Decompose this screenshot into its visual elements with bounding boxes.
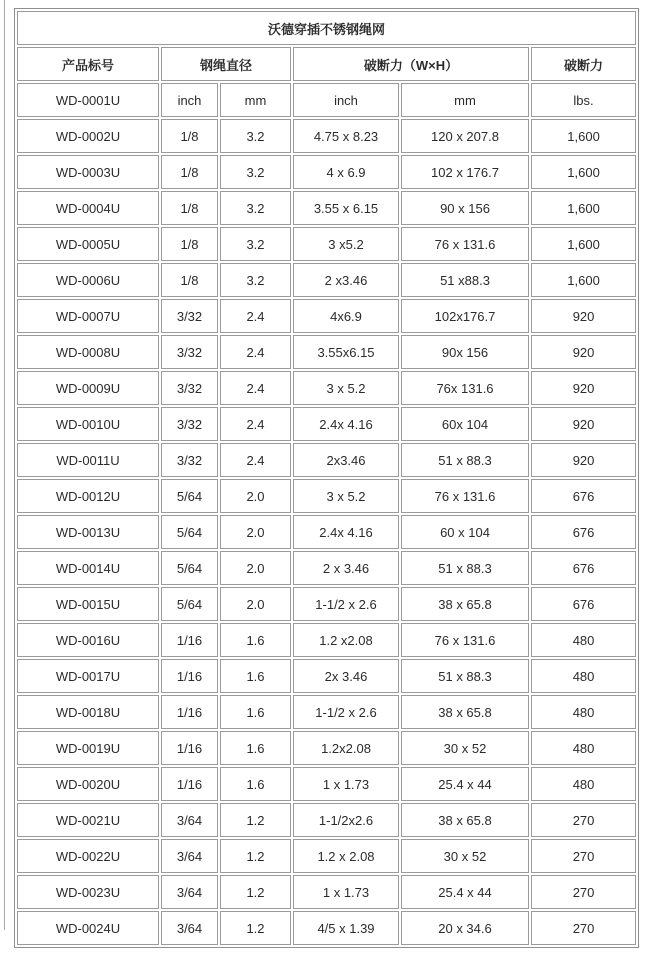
diameter-mm-cell: 1.2	[220, 911, 291, 945]
product-id-cell: WD-0011U	[17, 443, 159, 477]
size-mm-cell: 51 x 88.3	[401, 443, 529, 477]
table-row	[17, 119, 636, 153]
diameter-mm-cell: 2.4	[220, 371, 291, 405]
diameter-inch-cell: 3/64	[161, 803, 218, 837]
table-row	[17, 659, 636, 693]
table-row	[17, 803, 636, 837]
product-table	[14, 8, 639, 948]
table-row	[17, 767, 636, 801]
breaking-force-cell: 1,600	[531, 263, 636, 297]
diameter-mm-cell: 1.2	[220, 839, 291, 873]
diameter-inch-cell: 1/8	[161, 191, 218, 225]
size-inch-cell: 3.55 x 6.15	[293, 191, 399, 225]
table-row	[17, 371, 636, 405]
diameter-inch-cell: 1/16	[161, 695, 218, 729]
diameter-inch-cell: 1/8	[161, 119, 218, 153]
product-id-cell: WD-0024U	[17, 911, 159, 945]
size-mm-cell: 90 x 156	[401, 191, 529, 225]
size-mm-cell: 20 x 34.6	[401, 911, 529, 945]
table-row	[17, 191, 636, 225]
table-row	[17, 839, 636, 873]
table-row	[17, 407, 636, 441]
product-id-cell: WD-0021U	[17, 803, 159, 837]
diameter-inch-cell: 5/64	[161, 515, 218, 549]
size-inch-cell: 1 x 1.73	[293, 767, 399, 801]
breaking-force-cell: 920	[531, 407, 636, 441]
product-id-cell: WD-0023U	[17, 875, 159, 909]
header-diameter: 钢绳直径	[161, 47, 291, 81]
size-inch-cell: 2x 3.46	[293, 659, 399, 693]
product-id-cell: WD-0009U	[17, 371, 159, 405]
breaking-force-cell: 920	[531, 335, 636, 369]
size-mm-cell: 30 x 52	[401, 839, 529, 873]
breaking-force-cell: 1,600	[531, 155, 636, 189]
product-id-cell: WD-0012U	[17, 479, 159, 513]
diameter-inch-cell: 1/16	[161, 767, 218, 801]
size-inch-cell: 2.4x 4.16	[293, 407, 399, 441]
table-row	[17, 443, 636, 477]
product-id-cell: WD-0003U	[17, 155, 159, 189]
table-row	[17, 83, 636, 117]
product-id-cell: WD-0008U	[17, 335, 159, 369]
header-product: 产品标号	[17, 47, 159, 81]
breaking-force-cell: 920	[531, 299, 636, 333]
diameter-inch-cell: 3/32	[161, 371, 218, 405]
breaking-force-cell: 676	[531, 551, 636, 585]
product-id-cell: WD-0022U	[17, 839, 159, 873]
size-inch-cell: 2 x 3.46	[293, 551, 399, 585]
product-id-cell: WD-0017U	[17, 659, 159, 693]
product-id-cell: WD-0002U	[17, 119, 159, 153]
diameter-inch-cell: 1/16	[161, 623, 218, 657]
table-row	[17, 551, 636, 585]
product-id-cell: WD-0007U	[17, 299, 159, 333]
product-id-cell: WD-0014U	[17, 551, 159, 585]
diameter-inch-cell: 5/64	[161, 479, 218, 513]
diameter-inch-cell: 3/64	[161, 839, 218, 873]
table-row	[17, 299, 636, 333]
diameter-mm-cell: 1.6	[220, 659, 291, 693]
size-inch-cell: 1 x 1.73	[293, 875, 399, 909]
size-mm-cell: 30 x 52	[401, 731, 529, 765]
product-id-cell: WD-0004U	[17, 191, 159, 225]
size-mm-cell: 38 x 65.8	[401, 587, 529, 621]
table-row	[17, 731, 636, 765]
diameter-mm-cell: 2.4	[220, 443, 291, 477]
header-row	[17, 47, 636, 81]
diameter-inch-cell: inch	[161, 83, 218, 117]
diameter-inch-cell: 1/8	[161, 155, 218, 189]
title-row	[17, 11, 636, 45]
product-id-cell: WD-0015U	[17, 587, 159, 621]
diameter-mm-cell: mm	[220, 83, 291, 117]
size-inch-cell: 4x6.9	[293, 299, 399, 333]
table-row	[17, 623, 636, 657]
diameter-mm-cell: 1.6	[220, 767, 291, 801]
size-inch-cell: 1.2x2.08	[293, 731, 399, 765]
diameter-inch-cell: 3/32	[161, 443, 218, 477]
size-inch-cell: 3 x 5.2	[293, 371, 399, 405]
left-frame-divider	[4, 0, 5, 930]
diameter-mm-cell: 3.2	[220, 155, 291, 189]
size-inch-cell: 1-1/2x2.6	[293, 803, 399, 837]
size-inch-cell: inch	[293, 83, 399, 117]
diameter-mm-cell: 2.0	[220, 515, 291, 549]
table-title: 沃德穿插不锈钢绳网	[17, 11, 636, 45]
diameter-mm-cell: 2.4	[220, 299, 291, 333]
table-row	[17, 695, 636, 729]
table-row	[17, 155, 636, 189]
product-id-cell: WD-0020U	[17, 767, 159, 801]
table-row	[17, 515, 636, 549]
breaking-force-cell: 270	[531, 803, 636, 837]
breaking-force-cell: 1,600	[531, 227, 636, 261]
breaking-force-cell: 920	[531, 371, 636, 405]
table-row	[17, 227, 636, 261]
size-mm-cell: 51 x 88.3	[401, 659, 529, 693]
diameter-mm-cell: 2.4	[220, 407, 291, 441]
diameter-inch-cell: 3/32	[161, 407, 218, 441]
breaking-force-cell: 480	[531, 731, 636, 765]
size-inch-cell: 1.2 x 2.08	[293, 839, 399, 873]
breaking-force-cell: 480	[531, 767, 636, 801]
table-row	[17, 335, 636, 369]
header-breaking-wh: 破断力（W×H）	[293, 47, 529, 81]
product-id-cell: WD-0010U	[17, 407, 159, 441]
size-inch-cell: 2x3.46	[293, 443, 399, 477]
breaking-force-cell: 480	[531, 659, 636, 693]
diameter-inch-cell: 3/32	[161, 299, 218, 333]
diameter-inch-cell: 1/16	[161, 659, 218, 693]
size-mm-cell: 76 x 131.6	[401, 227, 529, 261]
size-inch-cell: 1.2 x2.08	[293, 623, 399, 657]
breaking-force-cell: 270	[531, 875, 636, 909]
diameter-inch-cell: 5/64	[161, 587, 218, 621]
breaking-force-cell: 270	[531, 839, 636, 873]
product-id-cell: WD-0006U	[17, 263, 159, 297]
diameter-mm-cell: 1.2	[220, 875, 291, 909]
size-mm-cell: 102x176.7	[401, 299, 529, 333]
breaking-force-cell: 480	[531, 695, 636, 729]
size-inch-cell: 3 x 5.2	[293, 479, 399, 513]
size-mm-cell: 25.4 x 44	[401, 767, 529, 801]
size-mm-cell: 76 x 131.6	[401, 479, 529, 513]
breaking-force-cell: 920	[531, 443, 636, 477]
product-id-cell: WD-0019U	[17, 731, 159, 765]
size-inch-cell: 2.4x 4.16	[293, 515, 399, 549]
diameter-mm-cell: 1.6	[220, 695, 291, 729]
size-mm-cell: 38 x 65.8	[401, 803, 529, 837]
diameter-mm-cell: 2.0	[220, 479, 291, 513]
diameter-mm-cell: 1.6	[220, 731, 291, 765]
diameter-mm-cell: 3.2	[220, 263, 291, 297]
size-mm-cell: 38 x 65.8	[401, 695, 529, 729]
product-id-cell: WD-0005U	[17, 227, 159, 261]
size-inch-cell: 3.55x6.15	[293, 335, 399, 369]
size-inch-cell: 4 x 6.9	[293, 155, 399, 189]
diameter-mm-cell: 2.0	[220, 587, 291, 621]
product-id-cell: WD-0013U	[17, 515, 159, 549]
diameter-mm-cell: 3.2	[220, 119, 291, 153]
size-inch-cell: 4/5 x 1.39	[293, 911, 399, 945]
diameter-mm-cell: 2.4	[220, 335, 291, 369]
size-inch-cell: 1-1/2 x 2.6	[293, 695, 399, 729]
breaking-force-cell: 676	[531, 515, 636, 549]
size-inch-cell: 4.75 x 8.23	[293, 119, 399, 153]
breaking-force-cell: 676	[531, 587, 636, 621]
diameter-inch-cell: 3/32	[161, 335, 218, 369]
size-mm-cell: 76x 131.6	[401, 371, 529, 405]
breaking-force-cell: lbs.	[531, 83, 636, 117]
size-mm-cell: 76 x 131.6	[401, 623, 529, 657]
size-mm-cell: 25.4 x 44	[401, 875, 529, 909]
diameter-inch-cell: 3/64	[161, 911, 218, 945]
size-inch-cell: 3 x5.2	[293, 227, 399, 261]
breaking-force-cell: 480	[531, 623, 636, 657]
diameter-mm-cell: 3.2	[220, 227, 291, 261]
size-mm-cell: 51 x 88.3	[401, 551, 529, 585]
breaking-force-cell: 1,600	[531, 191, 636, 225]
diameter-mm-cell: 1.2	[220, 803, 291, 837]
table-row	[17, 479, 636, 513]
diameter-inch-cell: 1/8	[161, 263, 218, 297]
size-mm-cell: 120 x 207.8	[401, 119, 529, 153]
diameter-inch-cell: 3/64	[161, 875, 218, 909]
size-mm-cell: 90x 156	[401, 335, 529, 369]
header-breaking: 破断力	[531, 47, 636, 81]
size-mm-cell: 102 x 176.7	[401, 155, 529, 189]
breaking-force-cell: 270	[531, 911, 636, 945]
table-row	[17, 587, 636, 621]
breaking-force-cell: 1,600	[531, 119, 636, 153]
table-row	[17, 911, 636, 945]
diameter-inch-cell: 5/64	[161, 551, 218, 585]
product-id-cell: WD-0001U	[17, 83, 159, 117]
product-id-cell: WD-0018U	[17, 695, 159, 729]
size-inch-cell: 1-1/2 x 2.6	[293, 587, 399, 621]
size-mm-cell: 60x 104	[401, 407, 529, 441]
breaking-force-cell: 676	[531, 479, 636, 513]
diameter-mm-cell: 3.2	[220, 191, 291, 225]
size-mm-cell: 51 x88.3	[401, 263, 529, 297]
table-row	[17, 875, 636, 909]
diameter-inch-cell: 1/16	[161, 731, 218, 765]
table-row	[17, 263, 636, 297]
diameter-mm-cell: 2.0	[220, 551, 291, 585]
size-inch-cell: 2 x3.46	[293, 263, 399, 297]
size-mm-cell: mm	[401, 83, 529, 117]
diameter-inch-cell: 1/8	[161, 227, 218, 261]
product-id-cell: WD-0016U	[17, 623, 159, 657]
size-mm-cell: 60 x 104	[401, 515, 529, 549]
diameter-mm-cell: 1.6	[220, 623, 291, 657]
